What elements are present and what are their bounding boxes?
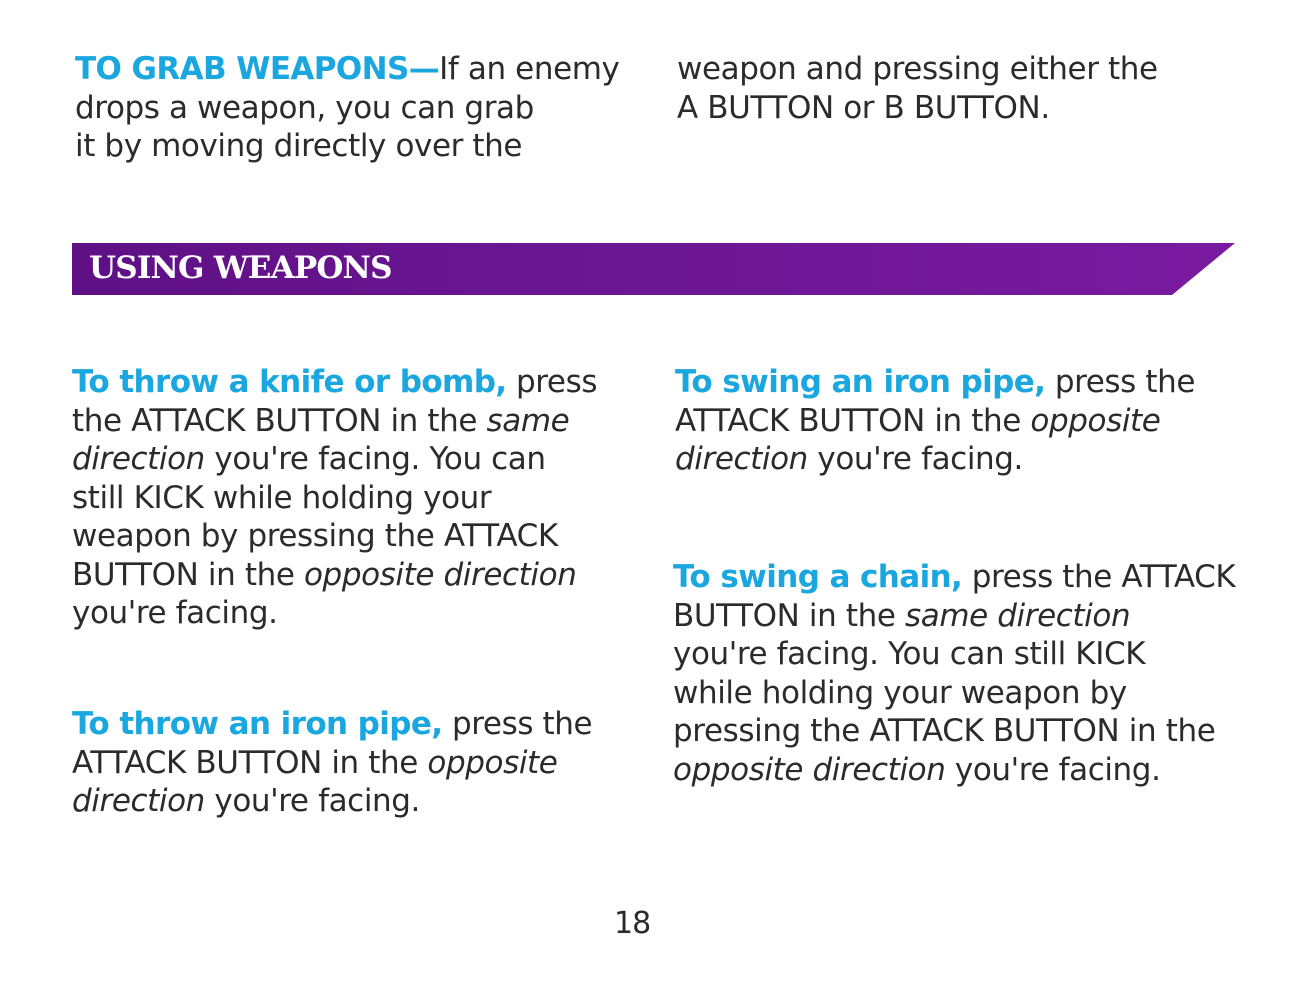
grab-weapons-heading: TO GRAB WEAPONS— bbox=[75, 51, 440, 87]
swing-chain-heading: To swing a chain, bbox=[673, 559, 963, 595]
swing-chain-paragraph: To swing a chain, press the ATTACK BUTTON in the same direction you're facing. You can still KICK while holding your weapon by pressing the ATTACK BUTTON in the opposite direction you're facing. bbox=[673, 559, 1236, 788]
page-number: 18 bbox=[614, 906, 651, 941]
grab-weapons-paragraph: TO GRAB WEAPONS—If an enemy drops a weapon, you can grab it by moving directly over the bbox=[75, 51, 620, 164]
section-banner bbox=[72, 243, 1235, 295]
throw-knife-bomb-heading: To throw a knife or bomb, bbox=[72, 364, 507, 400]
throw-iron-pipe-paragraph: To throw an iron pipe, press the ATTACK BUTTON in the opposite direction you're facing. bbox=[72, 706, 593, 819]
throw-knife-bomb-paragraph: To throw a knife or bomb, press the ATTACK BUTTON in the same direction you're facing. You can still KICK while holding your weapon by pressing the ATTACK BUTTON in the opposite direction you're facing. bbox=[72, 364, 598, 631]
section-title: USING WEAPONS bbox=[89, 250, 392, 286]
throw-iron-pipe-heading: To throw an iron pipe, bbox=[72, 706, 443, 742]
swing-iron-pipe-heading: To swing an iron pipe, bbox=[675, 364, 1046, 400]
grab-weapons-continuation: weapon and pressing either the A BUTTON or B BUTTON. bbox=[677, 51, 1158, 126]
swing-iron-pipe-paragraph: To swing an iron pipe, press the ATTACK BUTTON in the opposite direction you're facing. bbox=[675, 364, 1196, 477]
